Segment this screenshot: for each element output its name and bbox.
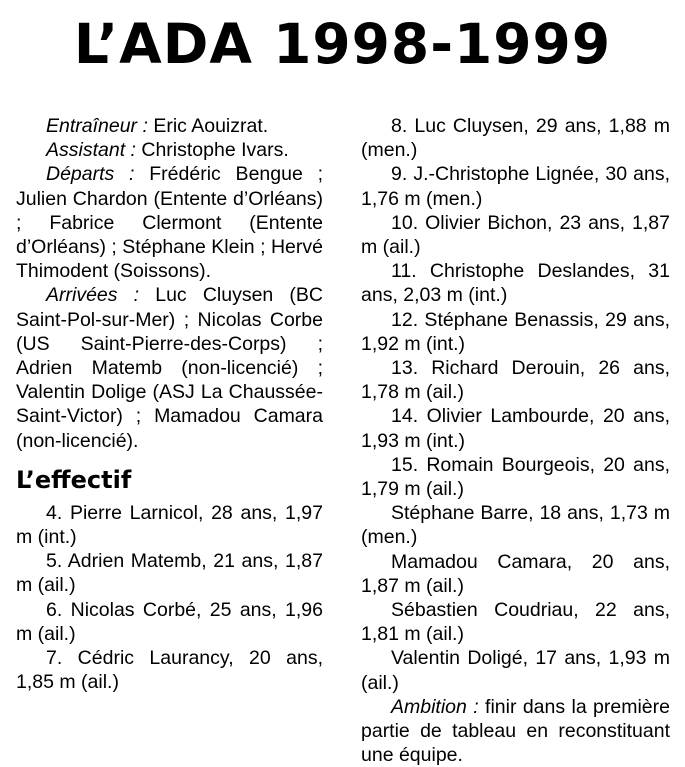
roster-entry: 9. J.-Christophe Lignée, 30 ans, 1,76 m (men.): [361, 163, 670, 210]
coach-name: Eric Aouizrat.: [153, 115, 269, 137]
roster-entry: 13. Richard Derouin, 26 ans, 1,78 m (ail.): [361, 357, 670, 404]
roster-entry: 15. Romain Bourgeois, 20 ans, 1,79 m (ail.): [361, 453, 670, 501]
roster-entry: 4. Pierre Larnicol, 28 ans, 1,97 m (int.): [16, 501, 323, 549]
arrivals-text: Luc Cluysen (BC Saint-Pol-sur-Mer) ; Nicolas Corbe (US Saint-Pierre-des-Corps) ; Adrien Matemb (non-licencié) ; Valentin Dolige (ASJ La Chaussée-Saint-Victor) ; Mamadou Camara (non-licencié).: [16, 284, 323, 452]
assistant-paragraph: [16, 138, 323, 162]
departures-paragraph: [16, 162, 323, 283]
roster-heading: L’effectif: [16, 465, 132, 494]
roster-entry: Stéphane Barre, 18 ans, 1,73 m (men.): [361, 502, 670, 549]
right-column: [361, 114, 670, 767]
roster-entry: Mamadou Camara, 20 ans, 1,87 m (ail.): [361, 550, 670, 597]
departures-text: Frédéric Bengue ; Julien Chardon (Entente d’Orléans) ; Fabrice Clermont (Entente d’Orléans) ; Stéphane Klein ; Hervé Thimodent (Soissons).: [16, 163, 323, 283]
roster-entry: 7. Cédric Laurancy, 20 ans, 1,85 m (ail.): [16, 647, 323, 694]
departures-label: Départs :: [46, 163, 135, 186]
roster-entry: Sébastien Coudriau, 22 ans, 1,81 m (ail.): [361, 599, 670, 646]
assistant-name: Christophe Ivars.: [141, 139, 289, 162]
roster-entry: 8. Luc Cluysen, 29 ans, 1,88 m (men.): [361, 115, 670, 162]
ambition-text: finir dans la première partie de tableau en reconstituant une équipe.: [361, 695, 670, 767]
arrivals-paragraph: [16, 283, 323, 452]
coach-paragraph: [16, 114, 323, 138]
arrivals-label: Arrivées :: [46, 284, 140, 307]
assistant-label: Assistant :: [46, 139, 136, 162]
ambition-paragraph: [361, 695, 670, 767]
left-column: [16, 114, 323, 694]
roster-entry: 12. Stéphane Benassis, 29 ans, 1,92 m (int.): [361, 308, 670, 355]
roster-entry: 6. Nicolas Corbé, 25 ans, 1,96 m (ail.): [16, 598, 323, 645]
roster-entry: 11. Christophe Deslandes, 31 ans, 2,03 m (int.): [361, 260, 670, 307]
roster-entry: 14. Olivier Lambourde, 20 ans, 1,93 m (int.): [361, 405, 670, 452]
roster-entry: Valentin Doligé, 17 ans, 1,93 m (ail.): [361, 647, 670, 694]
roster-entry: 10. Olivier Bichon, 23 ans, 1,87 m (ail.): [361, 211, 670, 259]
coach-label: Entraîneur :: [46, 115, 148, 137]
roster-entry: 5. Adrien Matemb, 21 ans, 1,87 m (ail.): [16, 550, 323, 597]
article-title: L’ADA 1998-1999: [73, 12, 612, 76]
ambition-label: Ambition :: [391, 695, 479, 718]
